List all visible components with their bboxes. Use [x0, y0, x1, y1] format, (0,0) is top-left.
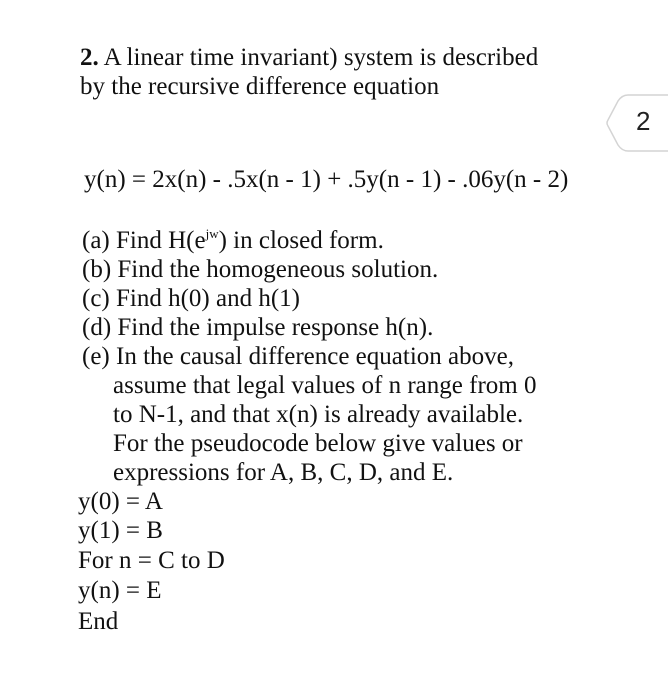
difference-equation: y(n) = 2x(n) - .5x(n - 1) + .5y(n - 1) - .06y(n - 2)	[84, 166, 569, 193]
part-d: (d) Find the impulse response h(n).	[82, 314, 434, 341]
pseudocode-line: End	[78, 608, 119, 635]
part-e-line-4: For the pseudocode below give values or	[113, 430, 523, 457]
page-number: 2	[636, 106, 651, 136]
title-text: A linear time invariant) system is described	[98, 44, 539, 71]
part-e-line-5: expressions for A, B, C, D, and E.	[113, 459, 454, 486]
pseudocode-line: y(1) = B	[78, 517, 163, 544]
part-b: (b) Find the homogeneous solution.	[82, 256, 439, 283]
part-a-text: (a) Find H(e	[82, 227, 206, 254]
pseudocode-line: y(0) = A	[78, 488, 163, 515]
problem-title-line-2: by the recursive difference equation	[80, 73, 440, 100]
part-c: (c) Find h(0) and h(1)	[82, 285, 300, 312]
part-e-line-3: to N-1, and that x(n) is already available.	[113, 401, 524, 428]
pseudocode-line: For n = C to D	[78, 547, 225, 574]
part-e-line-2: assume that legal values of n range from 0	[113, 372, 537, 399]
part-a-superscript: jw	[205, 226, 219, 241]
part-e: (e) In the causal difference equation above,	[82, 343, 514, 370]
part-a-text-end: ) in closed form.	[218, 227, 384, 254]
pseudocode-line: y(n) = E	[78, 577, 162, 604]
problem-number: 2.	[80, 44, 99, 71]
problem-title-line-1	[80, 43, 538, 73]
